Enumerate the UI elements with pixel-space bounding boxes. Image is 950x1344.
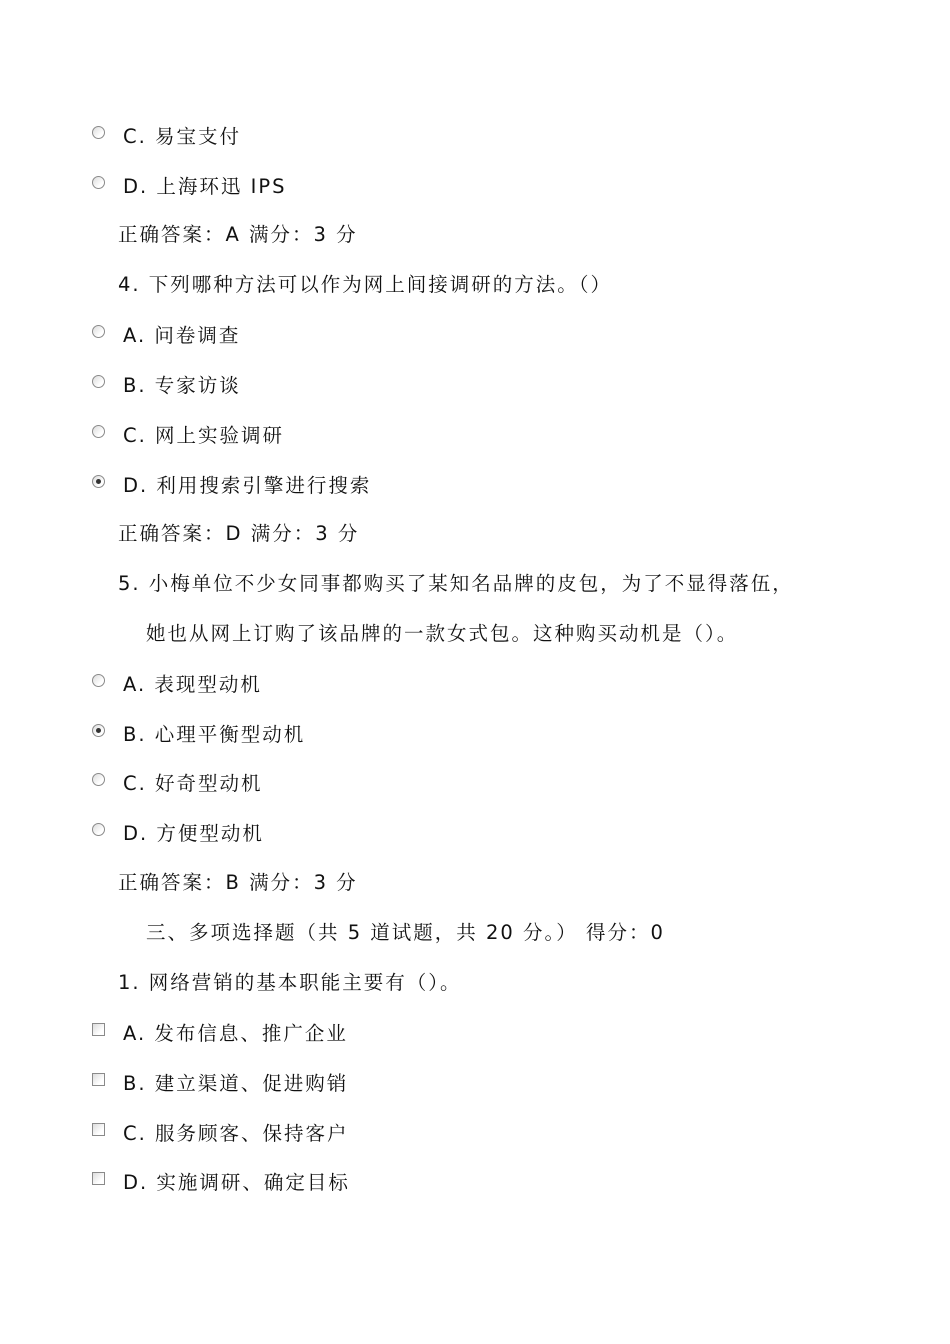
- radio-icon[interactable]: [92, 325, 105, 338]
- checkbox-icon[interactable]: [92, 1073, 105, 1086]
- option-label: C. 网上实验调研: [123, 424, 285, 447]
- option-label: A. 表现型动机: [123, 673, 262, 696]
- option-label: C. 服务顾客、保持客户: [123, 1122, 349, 1145]
- q4-option-a[interactable]: [92, 323, 240, 349]
- option-label: D. 上海环迅 IPS: [123, 175, 287, 198]
- q3-option-c[interactable]: [92, 124, 241, 150]
- q3-option-d[interactable]: [92, 174, 287, 200]
- option-label: C. 易宝支付: [123, 125, 242, 148]
- q3-correct-answer: 正确答案：A 满分：3 分: [118, 223, 358, 246]
- option-label: D. 实施调研、确定目标: [123, 1171, 350, 1194]
- option-label: D. 方便型动机: [123, 822, 264, 845]
- option-label: B. 心理平衡型动机: [123, 723, 306, 746]
- radio-icon[interactable]: [92, 176, 105, 189]
- q5-option-c[interactable]: [92, 771, 263, 797]
- q4-correct-answer: 正确答案：D 满分：3 分: [118, 522, 360, 545]
- q4-option-c[interactable]: [92, 423, 284, 449]
- section-heading: 三、多项选择题（共 5 道试题，共 20 分。） 得分：0: [146, 921, 665, 944]
- q5-stem-line1: 5. 小梅单位不少女同事都购买了某知名品牌的皮包，为了不显得落伍，: [118, 572, 794, 595]
- mq1-option-b[interactable]: [92, 1071, 348, 1097]
- q5-option-a[interactable]: [92, 672, 262, 698]
- checkbox-icon[interactable]: [92, 1023, 105, 1036]
- mq1-option-a[interactable]: [92, 1021, 348, 1047]
- q5-option-b[interactable]: [92, 722, 305, 748]
- radio-checked-icon[interactable]: [92, 724, 105, 737]
- radio-icon[interactable]: [92, 823, 105, 836]
- radio-icon[interactable]: [92, 425, 105, 438]
- radio-icon[interactable]: [92, 375, 105, 388]
- option-label: B. 专家访谈: [123, 374, 241, 397]
- q4-option-d[interactable]: [92, 473, 371, 499]
- q4-option-b[interactable]: [92, 373, 241, 399]
- checkbox-icon[interactable]: [92, 1123, 105, 1136]
- q5-option-d[interactable]: [92, 821, 264, 847]
- option-label: A. 问卷调查: [123, 324, 241, 347]
- mq1-option-c[interactable]: [92, 1121, 349, 1147]
- mq1-option-d[interactable]: [92, 1170, 350, 1196]
- q4-stem: 4. 下列哪种方法可以作为网上间接调研的方法。（）: [118, 273, 613, 296]
- radio-checked-icon[interactable]: [92, 475, 105, 488]
- checkbox-icon[interactable]: [92, 1172, 105, 1185]
- radio-icon[interactable]: [92, 773, 105, 786]
- q5-stem-line2: 她也从网上订购了该品牌的一款女式包。这种购买动机是（）。: [146, 622, 739, 645]
- option-label: C. 好奇型动机: [123, 772, 263, 795]
- option-label: D. 利用搜索引擎进行搜索: [123, 474, 372, 497]
- radio-icon[interactable]: [92, 674, 105, 687]
- q5-correct-answer: 正确答案：B 满分：3 分: [118, 871, 358, 894]
- option-label: A. 发布信息、推广企业: [123, 1022, 348, 1045]
- radio-icon[interactable]: [92, 126, 105, 139]
- option-label: B. 建立渠道、促进购销: [123, 1072, 349, 1095]
- mq1-stem: 1. 网络营销的基本职能主要有（）。: [118, 971, 462, 994]
